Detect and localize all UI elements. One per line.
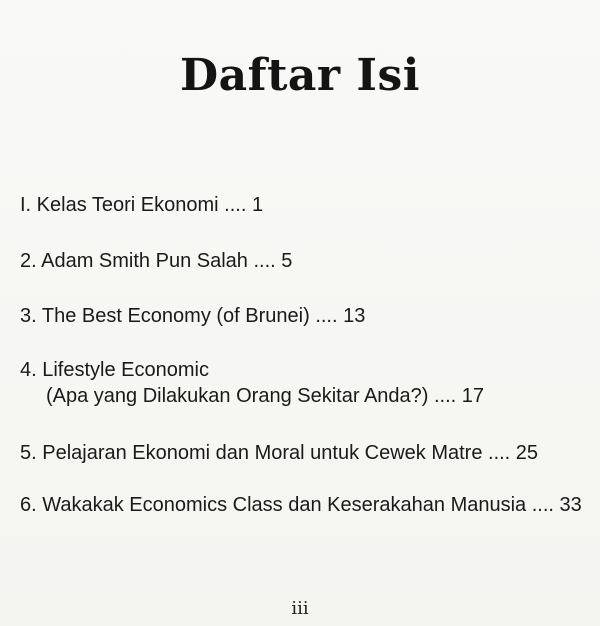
toc-entry-3: 3. The Best Economy (of Brunei) .... 13 <box>20 305 366 327</box>
page-number: iii <box>291 598 309 619</box>
toc-entry-1: I. Kelas Teori Ekonomi .... 1 <box>20 194 264 216</box>
toc-entry-5: 5. Pelajaran Ekonomi dan Moral untuk Cewek Matre .... 25 <box>20 442 539 464</box>
toc-entry-4-line1: 4. Lifestyle Economic <box>20 359 209 381</box>
toc-entry-4 <box>20 357 484 409</box>
page-title: Daftar Isi <box>180 50 420 101</box>
toc-entry-6: 6. Wakakak Economics Class dan Keserakahan Manusia .... 33 <box>20 494 582 516</box>
toc-entry-4-line2: (Apa yang Dilakukan Orang Sekitar Anda?) .... 17 <box>46 385 485 407</box>
toc-entry-2: 2. Adam Smith Pun Salah .... 5 <box>20 250 293 272</box>
